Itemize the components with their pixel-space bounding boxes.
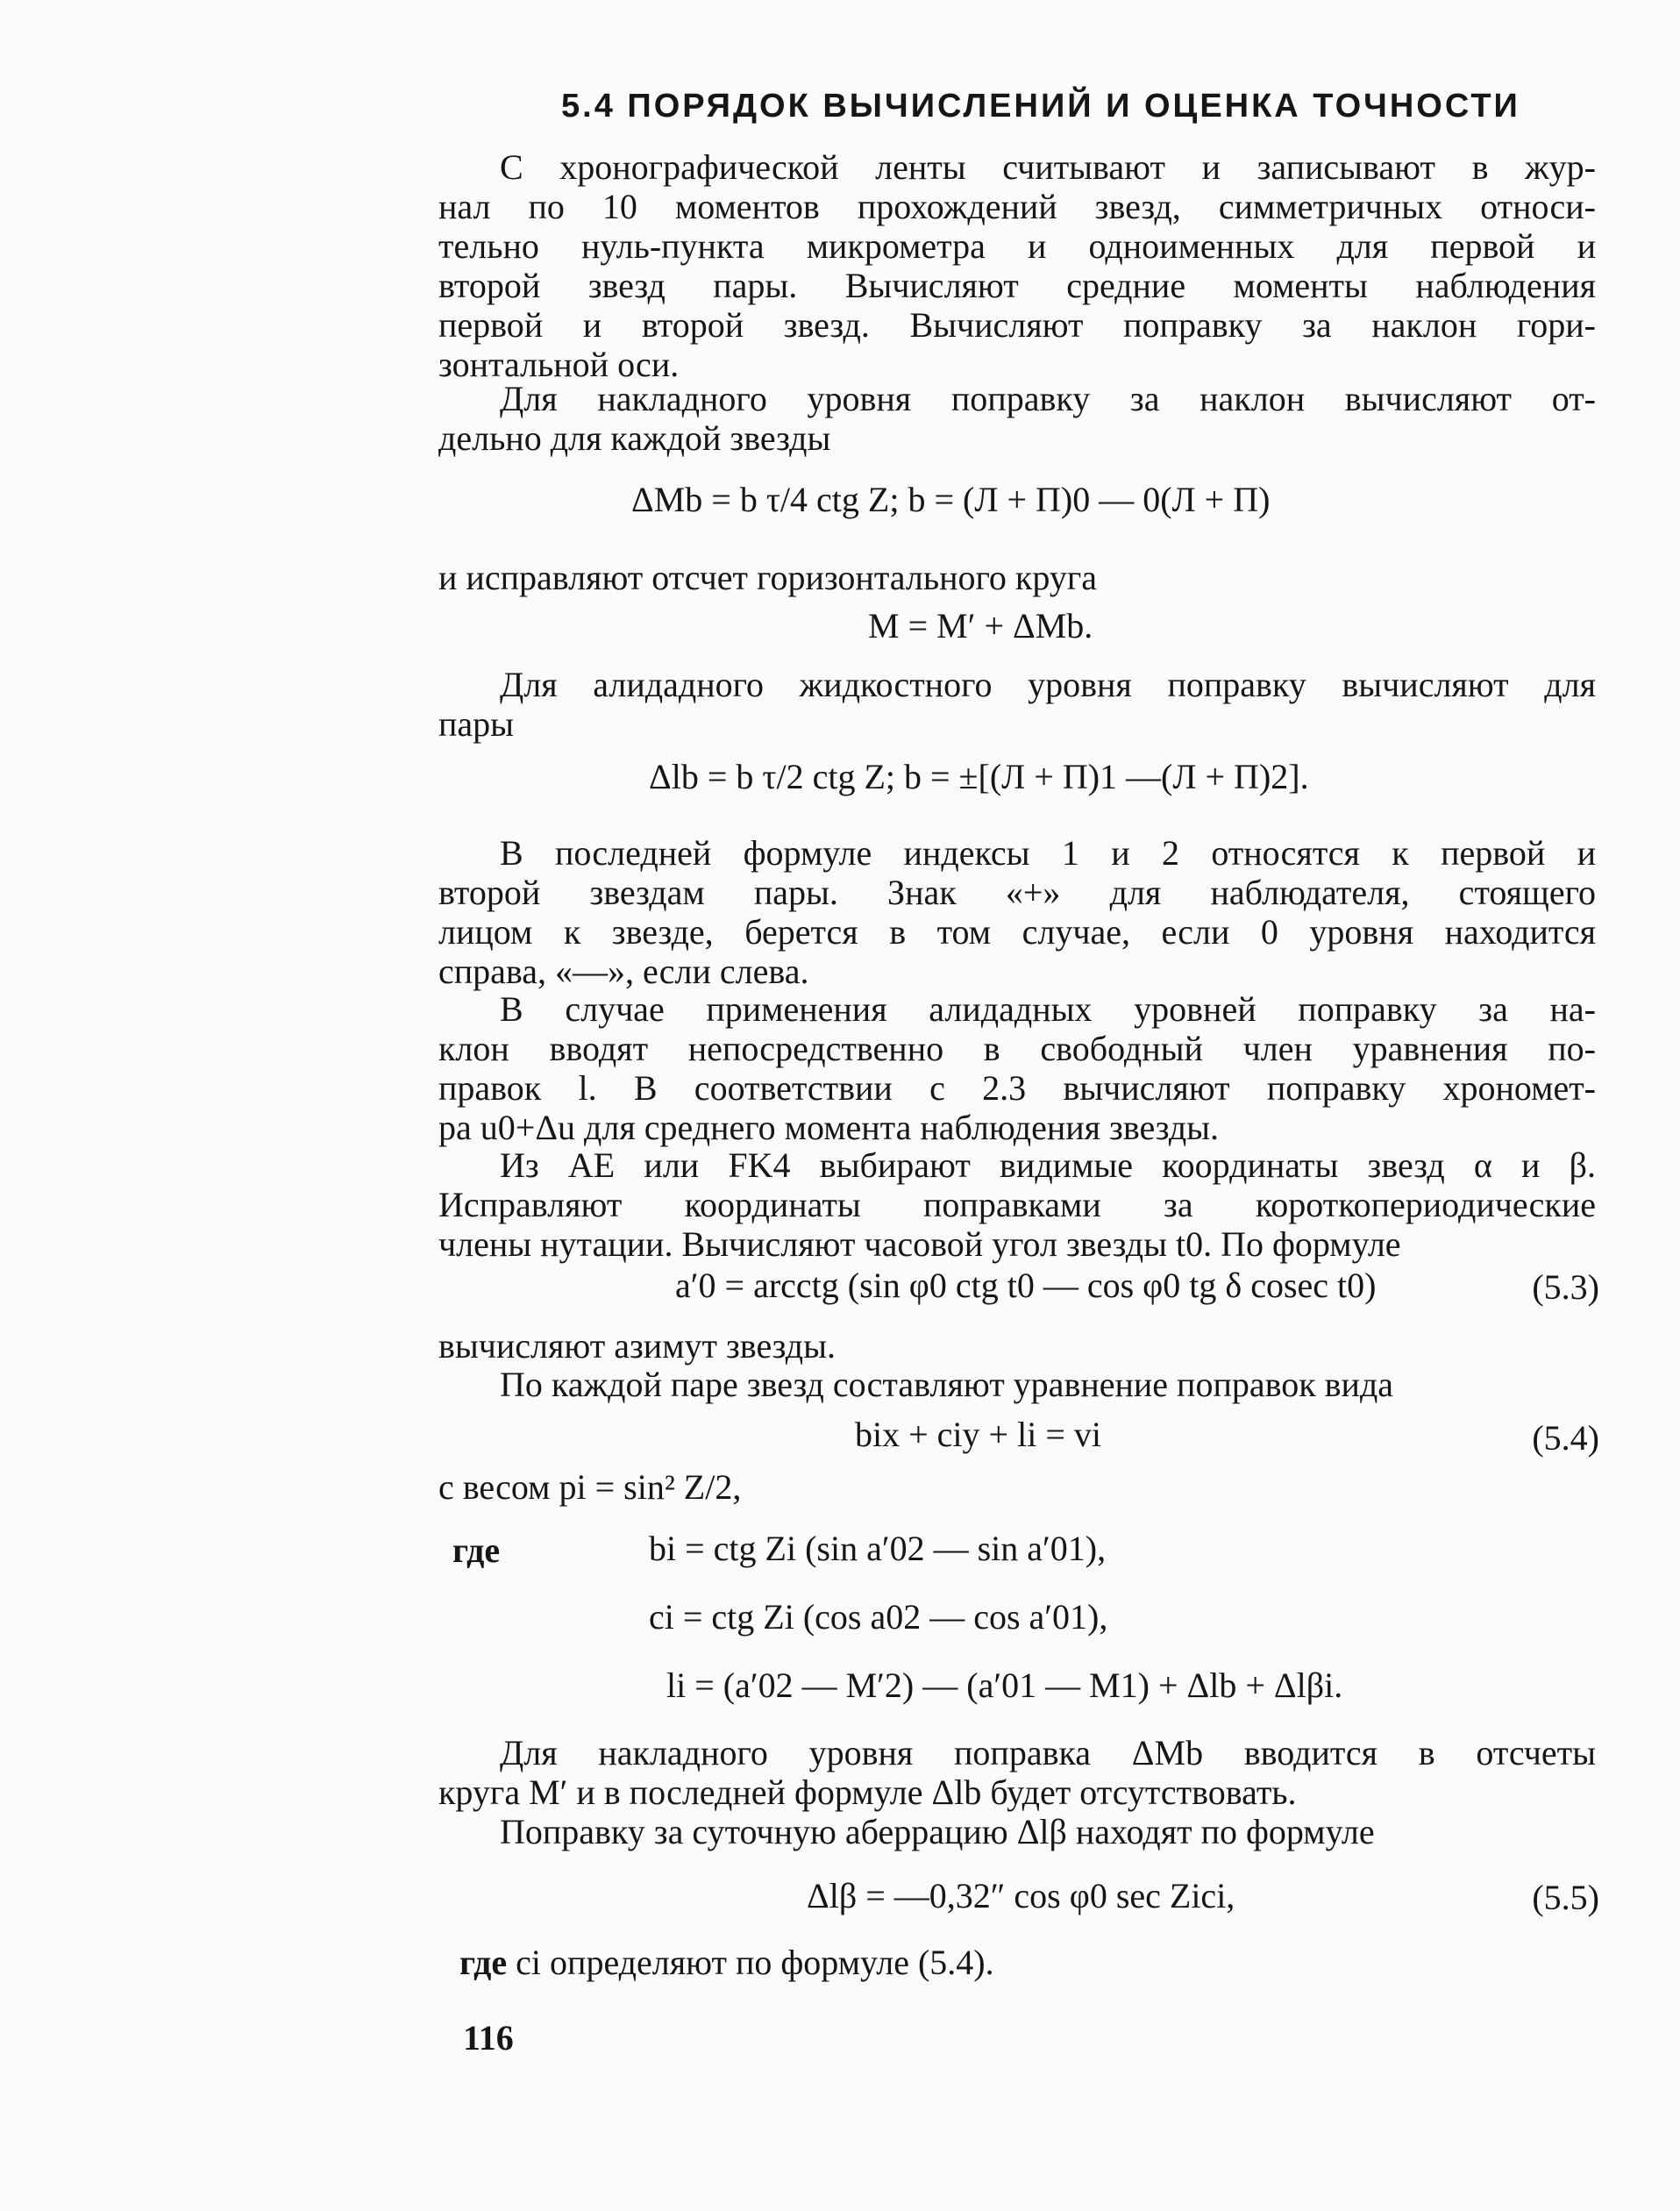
text-line: Из АЕ или FK4 выбирают видимые координаты звезд α и β. [500,1145,1596,1185]
paragraph-11 [438,1733,1596,1812]
equation-number: (5.3) [1532,1267,1599,1307]
text-line: По каждой паре звезд составляют уравнение поправок вида [500,1365,1394,1404]
paragraph-3 [438,558,1596,597]
formula-l-term [666,1665,1342,1707]
text-line: пары [438,704,515,744]
paragraph-1 [438,147,1596,384]
formula-b-coefficient [649,1528,1106,1570]
section-heading: 5.4 ПОРЯДОК ВЫЧИСЛЕНИЙ И ОЦЕНКА ТОЧНОСТИ [561,88,1520,125]
paragraph-7 [438,1145,1596,1264]
weight-text: с весом pi = sin² Z/2, [438,1467,742,1507]
text-line: Для накладного уровня поправка ΔMb вводится в отсчеты [500,1733,1596,1772]
paragraph-4 [438,665,1596,744]
final-line [459,1942,994,1983]
formula-aberration [807,1875,1235,1917]
text-line: Поправку за суточную аберрацию Δlβ находят по формуле [500,1812,1375,1851]
text-line: С хронографической ленты считывают и записывают в жур- [500,147,1596,187]
text-line: В случае применения алидадных уровней поправку за на- [500,989,1596,1029]
text-line: правок l. В соответствии с 2.3 вычисляют поправку хрономет- [438,1068,1596,1108]
text-line: ра u0+Δu для среднего момента наблюдения звезды. [438,1108,1220,1147]
page-number: 116 [463,2018,514,2058]
formula-alidade-level [649,756,1309,798]
text-line: второй звездам пары. Знак «+» для наблюдателя, стоящего [438,873,1596,912]
text-line: нал по 10 моментов прохождений звезд, симметричных относи- [438,187,1596,226]
text-line: и исправляют отсчет горизонтального круга [438,558,1097,597]
text-line: второй звезд пары. Вычисляют средние моменты наблюдения [438,266,1596,305]
formula-azimuth [675,1265,1376,1307]
text-line: Для алидадного жидкостного уровня поправку вычисляют для [500,665,1596,704]
formula-c-coefficient [649,1596,1107,1638]
where-label: где [452,1530,501,1570]
formula-text: M = M′ + ΔMb. [868,606,1093,645]
text-line: дельно для каждой звезды [438,418,831,458]
text-line: справа, «—», если слева. [438,952,809,991]
equation-number: (5.4) [1532,1418,1599,1458]
text-line: Исправляют координаты поправками за короткопериодические [438,1185,1596,1224]
paragraph-2 [438,379,1596,458]
formula-text: li = (a′02 — M′2) — (a′01 — M1) + Δlb + Δlβi. [666,1665,1343,1705]
text-line: В последней формуле индексы 1 и 2 относятся к первой и [500,833,1596,873]
text-line: круга M′ и в последней формуле Δlb будет отсутствовать. [438,1772,1297,1812]
text-line: Для накладного уровня поправку за наклон вычисляют от- [500,379,1596,418]
formula-text: bi = ctg Zi (sin a′02 — sin a′01), [649,1529,1107,1568]
text-line: клон вводят непосредственно в свободный член уравнения по- [438,1029,1596,1068]
paragraph-12 [438,1812,1596,1851]
text-line: первой и второй звезд. Вычисляют поправку за наклон гори- [438,305,1596,345]
text-line: зонтальной оси. [438,345,680,384]
text-line: члены нутации. Вычисляют часовой угол звезды t0. По формуле [438,1224,1401,1264]
paragraph-6 [438,989,1596,1147]
paragraph-5 [438,833,1596,991]
formula-tilt-correction [631,479,1270,521]
formula-text: Δlb = b τ/2 ctg Z; b = ±[(Л + П)1 —(Л + П)2]. [649,757,1309,796]
paragraph-9 [438,1365,1596,1404]
text-line: тельно нуль-пункта микрометра и одноименных для первой и [438,226,1596,266]
where-label: где [459,1943,508,1982]
formula-text: a′0 = arcctg (sin φ0 ctg t0 — cos φ0 tg δ cosec t0) [675,1266,1377,1305]
formula-text: ΔMb = b τ/4 ctg Z; b = (Л + П)0 — 0(Л + П) [631,480,1271,519]
formula-text: ci = ctg Zi (cos a02 — cos a′01), [649,1597,1108,1637]
formula-correction-equation [855,1414,1101,1456]
paragraph-8 [438,1326,1596,1366]
final-text: ci определяют по формуле (5.4). [516,1943,994,1982]
equation-number: (5.5) [1532,1878,1599,1917]
formula-circle-reading [868,605,1093,647]
formula-text: Δlβ = —0,32″ cos φ0 sec Zici, [807,1876,1235,1915]
formula-text: bix + ciy + li = vi [855,1415,1101,1454]
text-line: вычисляют азимут звезды. [438,1326,836,1366]
text-line: лицом к звезде, берется в том случае, если 0 уровня находится [438,912,1596,952]
